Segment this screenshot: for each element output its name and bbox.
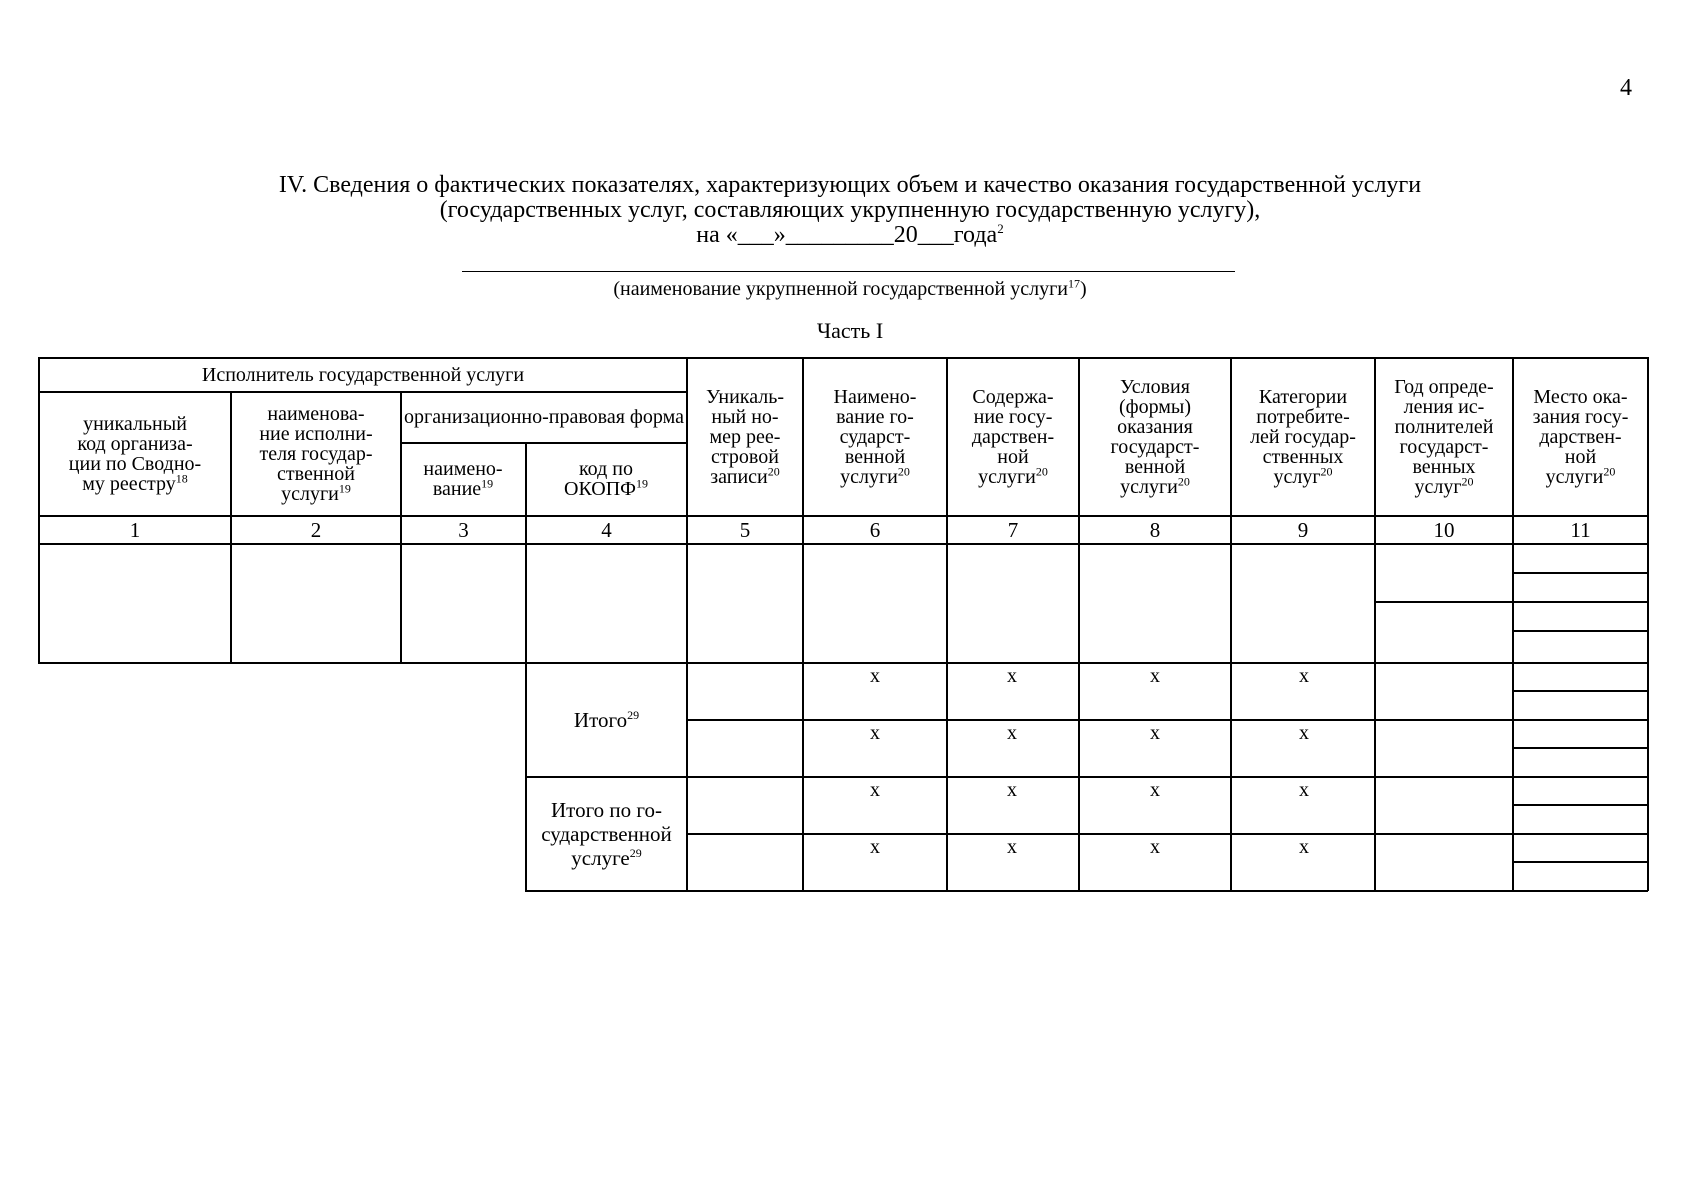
header-col-8: Условия (формы) оказания государст- венной услуги$^{20}$ [1110,376,1200,498]
footnote-ref: 18 [175,470,188,485]
footnote-ref: 17 [1068,276,1080,291]
table-line [686,719,1648,721]
table-line [1512,747,1648,749]
service-name-line [462,271,1235,272]
table-border [525,890,1648,892]
column-number: 3 [458,517,469,542]
table-line [1512,804,1648,806]
org-form-header: организационно-правовая форма [404,406,684,428]
header-col-4: код по ОКОПФ$^{19}$ [564,458,648,500]
column-number: 10 [1433,517,1455,542]
table-line [38,662,1648,664]
x-mark: x [1299,779,1309,801]
service-name-caption [460,278,1240,301]
column-number: 11 [1570,517,1591,542]
footnote-ref: 19 [338,480,351,495]
table-line [1512,861,1648,863]
x-mark: x [1007,722,1017,744]
table-line [686,833,1648,835]
x-mark: x [870,836,880,858]
section-title-line-1: IV. Сведения о фактических показателях, характеризующих объем и качество оказания государственной услуги [278,172,1422,198]
footnote-ref: 20 [1461,474,1474,489]
service-caption-text: (наименование укрупненной государственной услуги [613,278,1068,300]
total-service-label: Итого по го- сударственной услуге$^{29}$ [541,797,672,870]
part-label: Часть I [816,318,884,343]
footnote-ref: 20 [1320,464,1333,479]
section-title-line-3 [100,223,1600,247]
total-label [527,663,686,776]
footnote-ref: 20 [1035,464,1048,479]
header-col-6: Наимено- вание го- сударст- венной услуги$^{20}$ [833,386,917,488]
x-mark: x [870,722,880,744]
footnote-ref: 2 [997,221,1004,236]
footnote-ref: 20 [767,464,780,479]
footnote-ref: 29 [627,707,640,722]
x-mark: x [870,665,880,687]
column-number: 4 [601,517,612,542]
footnote-ref: 20 [1603,464,1616,479]
header-col-9: Категории потребите- лей государ- ственных услуг$^{20}$ [1250,386,1356,488]
header-col-2: наименова- ние исполни- теля государ- ственной услуги$^{19}$ [259,402,373,505]
header-col-3: наимено- вание$^{19}$ [423,458,503,500]
executor-group-header: Исполнитель государственной услуги [201,364,525,386]
header-col-1: уникальный код организа- ции по Сводно- му реестру$^{18}$ [68,412,202,495]
x-mark: x [1007,665,1017,687]
page-number: 4 [1620,75,1632,101]
column-number: 7 [1007,517,1019,542]
x-mark: x [1150,836,1160,858]
column-number: 1 [129,517,141,542]
header-col-5: Уникаль- ный но- мер рее- стровой записи$^{20}$ [705,386,785,488]
table-line [525,776,1648,778]
service-caption-close: ) [1080,278,1087,300]
footnote-ref: 19 [481,476,494,491]
x-mark: x [1299,665,1309,687]
x-mark: x [870,779,880,801]
footnote-ref: 20 [1177,474,1190,489]
footnote-ref: 29 [629,845,642,860]
column-number: 8 [1149,517,1161,542]
table-line [1512,690,1648,692]
table-line [1374,601,1512,603]
date-line: на «___»_________20___года [696,222,998,248]
column-number: 2 [310,517,322,542]
header-col-10: Год опреде- ления ис- полнителей государст- венных услуг$^{20}$ [1394,376,1494,498]
header-col-7: Содержа- ние госу- дарствен- ной услуги$^{20}$ [971,386,1055,488]
x-mark: x [1150,665,1160,687]
table-line [1512,572,1648,574]
x-mark: x [1299,722,1309,744]
table-line [1512,601,1648,603]
table-border [1647,357,1649,891]
x-mark: x [1150,779,1160,801]
column-number: 5 [739,517,751,542]
x-mark: x [1007,836,1017,858]
section-title-line-2: (государственных услуг, составляющих укрупненную государственную услугу), [439,197,1261,223]
total-label-text: Итого [573,707,628,732]
footnote-ref: 20 [897,464,910,479]
column-number: 6 [869,517,881,542]
x-mark: x [1299,836,1309,858]
column-number: 9 [1297,517,1309,542]
footnote-ref: 19 [635,476,648,491]
table-line [1512,630,1648,632]
x-mark: x [1007,779,1017,801]
x-mark: x [1150,722,1160,744]
header-col-11: Место ока- зания госу- дарствен- ной услуги$^{20}$ [1532,386,1629,488]
table-border [38,357,40,663]
table-line [38,543,1648,545]
